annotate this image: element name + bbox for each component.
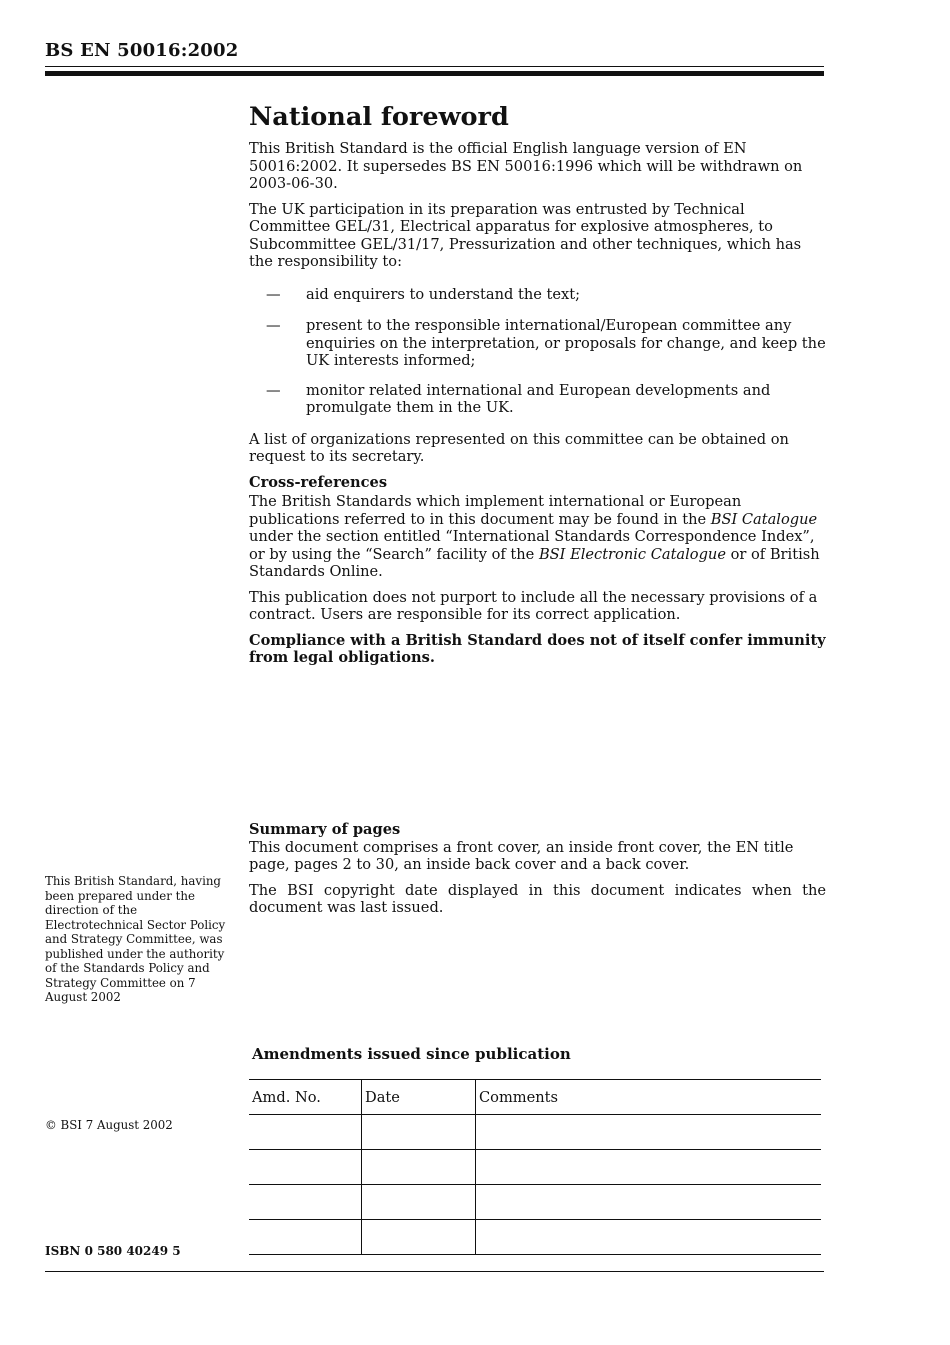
table-header-row <box>249 1080 821 1115</box>
isbn: ISBN 0 580 40249 5 <box>45 1244 181 1258</box>
amendments-title: Amendments issued since publication <box>252 1045 571 1063</box>
foreword-para-2: The UK participation in its preparation was entrusted by Technical Committee GEL/31, Electrical apparatus for explosive atmospheres, to Subcommittee GEL/31/17, Pressurization and other techniques, which has the responsibility to: <box>249 200 802 270</box>
cross-ref-text-3: or of British Standards Online. <box>249 545 820 580</box>
header-rule-thick <box>45 71 824 76</box>
table-row <box>249 1115 821 1150</box>
table-cell <box>476 1150 822 1185</box>
header-rule-thin <box>45 66 824 67</box>
foreword-para-3: A list of organizations represented on this committee can be obtained on request to its secretary. <box>249 430 789 465</box>
copyright-line: © BSI 7 August 2002 <box>45 1118 173 1132</box>
copyright-date-note: The BSI copyright date displayed in this document indicates when the document was last issued. <box>249 881 826 916</box>
column-header-amd-no: Amd. No. <box>249 1080 362 1115</box>
table-cell <box>249 1150 362 1185</box>
table-cell <box>249 1220 362 1255</box>
summary-text: This document comprises a front cover, an inside front cover, the EN title page, pages 2 to 30, an inside back cover and a back cover. <box>249 838 794 873</box>
list-item-text: present to the responsible international/European committee any enquiries on the interpretation, or proposals for change, and keep the UK interests informed; <box>306 317 826 369</box>
dash-icon: — <box>266 381 281 399</box>
column-header-comments: Comments <box>476 1080 822 1115</box>
summary-heading: Summary of pages <box>249 821 401 838</box>
dash-icon: — <box>266 317 281 334</box>
dash-icon: — <box>266 285 281 303</box>
list-item <box>249 317 826 370</box>
table-cell <box>476 1220 822 1255</box>
list-item-text: monitor related international and European developments and promulgate them in the UK. <box>306 381 771 416</box>
cross-ref-text-2: under the section entitled “International Standards Correspondence Index”, or by using the “Search” facility of the <box>249 528 815 563</box>
bsi-catalogue-ref: BSI Catalogue <box>710 510 818 528</box>
table-cell <box>476 1115 822 1150</box>
footer-rule <box>45 1271 824 1272</box>
document-id: BS EN 50016:2002 <box>45 40 239 61</box>
foreword-section <box>249 102 826 667</box>
foreword-para-1: This British Standard is the official English language version of EN 50016:2002. It supersedes BS EN 50016:1996 which will be withdrawn on 2003-06-30. <box>249 140 803 192</box>
list-item <box>249 382 826 417</box>
foreword-para-4: This publication does not purport to include all the necessary provisions of a contract. Users are responsible for its correct application. <box>249 588 818 623</box>
responsibility-list <box>249 286 826 417</box>
column-header-date: Date <box>362 1080 476 1115</box>
table-cell <box>249 1115 362 1150</box>
table-cell <box>362 1115 476 1150</box>
cross-references-text <box>249 493 826 581</box>
table-cell <box>249 1185 362 1220</box>
table-cell <box>362 1150 476 1185</box>
amendments-table <box>249 1079 821 1255</box>
list-item <box>249 286 826 304</box>
table-row <box>249 1150 821 1185</box>
list-item-text: aid enquirers to understand the text; <box>306 285 581 303</box>
bsi-electronic-catalogue-ref: BSI Electronic Catalogue <box>538 545 726 563</box>
cross-references-heading: Cross-references <box>249 473 388 491</box>
publication-note: This British Standard, having been prepared under the direction of the Electrotechnical Sector Policy and Strategy Committee, was published under the authority of the Standards Policy and Strategy Committee on 7 August 2002 <box>45 874 226 1004</box>
page-title: National foreword <box>249 102 509 132</box>
table-cell <box>476 1185 822 1220</box>
table-row <box>249 1185 821 1220</box>
table-cell <box>362 1185 476 1220</box>
summary-section <box>249 821 826 917</box>
cross-ref-text-1: The British Standards which implement international or European publications referred to in this document may be found in the <box>249 493 742 528</box>
table-cell <box>362 1220 476 1255</box>
table-row <box>249 1220 821 1255</box>
compliance-statement: Compliance with a British Standard does not of itself confer immunity from legal obligations. <box>249 631 826 666</box>
